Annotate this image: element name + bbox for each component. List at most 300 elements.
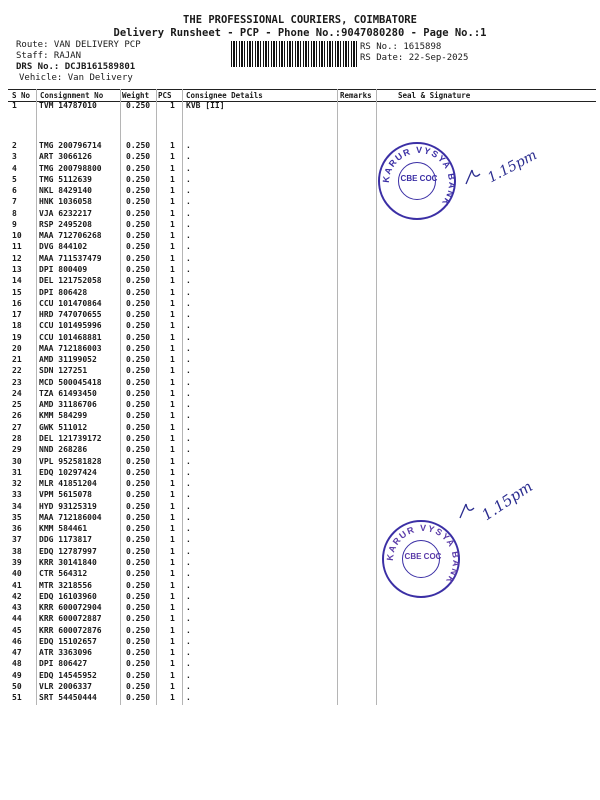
row-consignment-no: VPM 5615078 [39, 490, 92, 500]
row-pcs: 1 [170, 264, 175, 274]
row-sno: 5 [12, 174, 17, 184]
row-consignment-no: KMM 584299 [39, 411, 88, 421]
row-consignment-no: DPI 806427 [39, 659, 88, 669]
table-row [0, 220, 600, 230]
row-sno: 17 [12, 310, 22, 320]
row-sno: 39 [12, 557, 22, 567]
row-pcs: 1 [170, 141, 175, 150]
row-consignee-details: . [186, 231, 191, 241]
row-pcs: 1 [170, 231, 175, 241]
row-consignee-details: . [186, 501, 191, 511]
staff-label: Staff: RAJAN [16, 51, 82, 61]
row-sno: 38 [12, 546, 22, 556]
row-sno: 27 [12, 422, 22, 432]
row-weight: 0.250 [126, 174, 151, 184]
row-pcs: 1 [170, 479, 175, 489]
col-details: Consignee Details [186, 91, 263, 100]
row-sno: 37 [12, 535, 22, 545]
row-weight: 0.250 [126, 512, 151, 522]
runsheet-subtitle: Delivery Runsheet - PCP - Phone No.:9047080280 - Page No.:1 [113, 27, 487, 39]
row-weight: 0.250 [126, 355, 151, 365]
row-weight: 0.250 [126, 332, 151, 342]
row-pcs: 1 [170, 377, 175, 387]
row-consignee-details: . [186, 287, 191, 297]
row-pcs: 1 [170, 524, 175, 534]
row-weight: 0.250 [126, 636, 151, 646]
row-pcs: 1 [170, 535, 175, 545]
row-sno: 28 [12, 434, 22, 444]
table-row [0, 693, 600, 703]
row-consignment-no: VPL 952581828 [39, 456, 102, 466]
row-pcs: 1 [170, 208, 175, 218]
row-pcs: 1 [170, 603, 175, 613]
row-pcs: 1 [170, 693, 175, 703]
table-row [0, 101, 600, 111]
row-sno: 20 [12, 343, 22, 353]
row-consignee-details: . [186, 366, 191, 376]
row-pcs: 1 [170, 287, 175, 297]
row-consignee-details: . [186, 636, 191, 646]
table-row [0, 209, 600, 219]
row-consignee-details: . [186, 546, 191, 556]
row-sno: 43 [12, 603, 22, 613]
row-consignee-details: . [186, 524, 191, 534]
col-pcs: PCS [158, 91, 172, 100]
table-row [0, 524, 600, 534]
row-consignment-no: MAA 712706268 [39, 231, 102, 241]
row-consignee-details: . [186, 355, 191, 365]
row-weight: 0.250 [126, 231, 151, 241]
row-consignee-details: . [186, 467, 191, 477]
row-consignment-no: MLR 41851204 [39, 479, 97, 489]
row-consignment-no: KRR 600072876 [39, 625, 102, 635]
row-weight: 0.250 [126, 276, 151, 286]
row-weight: 0.250 [126, 163, 151, 173]
col-weight: Weight [122, 91, 150, 100]
row-pcs: 1 [170, 681, 175, 691]
table-row [0, 457, 600, 467]
row-sno: 26 [12, 411, 22, 421]
row-pcs: 1 [170, 163, 175, 173]
table-row [0, 197, 600, 207]
row-consignee-details: . [186, 422, 191, 432]
row-pcs: 1 [170, 467, 175, 477]
row-pcs: 1 [170, 422, 175, 432]
row-consignee-details: . [186, 625, 191, 635]
row-sno: 12 [12, 253, 22, 263]
row-sno: 25 [12, 400, 22, 410]
row-weight: 0.250 [126, 310, 151, 320]
row-sno: 34 [12, 501, 22, 511]
row-pcs: 1 [170, 355, 175, 365]
row-consignment-no: EDQ 14545952 [39, 670, 97, 680]
row-consignee-details: . [186, 603, 191, 613]
row-pcs: 1 [170, 614, 175, 624]
row-consignee-details: . [186, 321, 191, 331]
row-pcs: 1 [170, 636, 175, 646]
table-row [0, 299, 600, 309]
row-consignee-details: . [186, 535, 191, 545]
row-consignee-details: . [186, 557, 191, 567]
row-weight: 0.250 [126, 366, 151, 376]
row-consignee-details: . [186, 298, 191, 308]
row-consignment-no: EDQ 10297424 [39, 467, 97, 477]
row-weight: 0.250 [126, 625, 151, 635]
row-pcs: 1 [170, 490, 175, 500]
table-row [0, 254, 600, 264]
row-weight: 0.250 [126, 264, 151, 274]
row-pcs: 1 [170, 321, 175, 331]
row-consignee-details: . [186, 253, 191, 263]
row-consignment-no: SRT 54450444 [39, 693, 97, 703]
row-consignment-no: ART 3066126 [39, 152, 92, 162]
row-sno: 50 [12, 681, 22, 691]
table-row [0, 366, 600, 376]
svg-text:CBE COC: CBE COC [404, 552, 442, 561]
row-weight: 0.250 [126, 388, 151, 398]
row-sno: 45 [12, 625, 22, 635]
row-sno: 51 [12, 693, 22, 703]
row-consignment-no: NND 268286 [39, 445, 88, 455]
row-consignee-details: . [186, 141, 191, 150]
row-sno: 32 [12, 479, 22, 489]
row-pcs: 1 [170, 101, 175, 110]
row-consignee-details: . [186, 648, 191, 658]
row-weight: 0.250 [126, 648, 151, 658]
stamp-inner-ring [398, 162, 436, 200]
row-consignee-details: . [186, 208, 191, 218]
row-consignment-no: HNK 1036058 [39, 197, 92, 207]
row-sno: 47 [12, 648, 22, 658]
row-weight: 0.250 [126, 377, 151, 387]
row-weight: 0.250 [126, 479, 151, 489]
row-sno: 13 [12, 264, 22, 274]
row-consignee-details: . [186, 659, 191, 669]
row-consignee-details: . [186, 152, 191, 162]
row-sno: 8 [12, 208, 17, 218]
row-consignment-no: CCU 101468881 [39, 332, 102, 342]
row-weight: 0.250 [126, 501, 151, 511]
row-weight: 0.250 [126, 546, 151, 556]
row-weight: 0.250 [126, 434, 151, 444]
row-sno: 18 [12, 321, 22, 331]
vehicle-label: Vehicle: Van Delivery [19, 73, 133, 83]
row-consignment-no: DEL 121752058 [39, 276, 102, 286]
row-consignee-details: . [186, 512, 191, 522]
table-row [0, 389, 600, 399]
row-sno: 2 [12, 141, 17, 150]
row-consignment-no: DEL 121739172 [39, 434, 102, 444]
row-pcs: 1 [170, 546, 175, 556]
row-pcs: 1 [170, 512, 175, 522]
row-consignee-details: . [186, 377, 191, 387]
row-weight: 0.250 [126, 614, 151, 624]
rs-number: RS No.: 1615898 [360, 42, 442, 52]
row-consignee-details: . [186, 174, 191, 184]
row-sno: 22 [12, 366, 22, 376]
row-weight: 0.250 [126, 681, 151, 691]
row-sno: 21 [12, 355, 22, 365]
row-pcs: 1 [170, 276, 175, 286]
row-consignment-no: SDN 127251 [39, 366, 88, 376]
row-pcs: 1 [170, 400, 175, 410]
col-consignment: Consignment No [40, 91, 104, 100]
row-consignee-details: . [186, 186, 191, 196]
row-weight: 0.250 [126, 693, 151, 703]
row-pcs: 1 [170, 670, 175, 680]
row-consignment-no: NKL 8429140 [39, 186, 92, 196]
row-consignee-details: . [186, 219, 191, 229]
row-consignee-details: . [186, 388, 191, 398]
row-pcs: 1 [170, 186, 175, 196]
row-weight: 0.250 [126, 603, 151, 613]
rs-date: RS Date: 22-Sep-2025 [360, 53, 469, 63]
row-consignment-no: VJA 6232217 [39, 208, 92, 218]
row-sno: 36 [12, 524, 22, 534]
row-sno: 33 [12, 490, 22, 500]
row-weight: 0.250 [126, 467, 151, 477]
table-row [0, 344, 600, 354]
row-pcs: 1 [170, 569, 175, 579]
row-sno: 7 [12, 197, 17, 207]
row-sno: 46 [12, 636, 22, 646]
table-row [0, 434, 600, 444]
row-consignment-no: DDG 1173817 [39, 535, 92, 545]
table-row [0, 310, 600, 320]
row-pcs: 1 [170, 310, 175, 320]
table-row [0, 659, 600, 669]
row-sno: 10 [12, 231, 22, 241]
row-consignee-details: . [186, 343, 191, 353]
table-row [0, 276, 600, 286]
row-weight: 0.250 [126, 659, 151, 669]
row-weight: 0.250 [126, 321, 151, 331]
row-consignment-no: DVG 844102 [39, 242, 88, 252]
row-weight: 0.250 [126, 141, 151, 150]
table-row [0, 321, 600, 331]
table-row [0, 411, 600, 421]
row-sno: 44 [12, 614, 22, 624]
row-weight: 0.250 [126, 524, 151, 534]
row-consignee-details: . [186, 332, 191, 342]
table-row [0, 242, 600, 252]
barcode [231, 41, 357, 67]
svg-text:1.15pm: 1.15pm [485, 147, 540, 187]
row-consignment-no: TMG 200796714 [39, 141, 102, 150]
row-consignee-details: . [186, 445, 191, 455]
bank-stamp [378, 142, 456, 220]
signature-mark [456, 468, 556, 524]
row-sno: 30 [12, 456, 22, 466]
row-pcs: 1 [170, 219, 175, 229]
row-pcs: 1 [170, 174, 175, 184]
table-row [0, 423, 600, 433]
row-consignee-details: . [186, 580, 191, 590]
row-sno: 14 [12, 276, 22, 286]
row-sno: 15 [12, 287, 22, 297]
row-consignee-details: . [186, 670, 191, 680]
table-row [0, 333, 600, 343]
row-consignee-details: . [186, 411, 191, 421]
row-consignment-no: TMG 5112639 [39, 174, 92, 184]
row-consignee-details: . [186, 276, 191, 286]
row-weight: 0.250 [126, 152, 151, 162]
row-pcs: 1 [170, 332, 175, 342]
row-sno: 23 [12, 377, 22, 387]
route-label: Route: VAN DELIVERY PCP [16, 40, 141, 50]
row-consignment-no: EDQ 12787997 [39, 546, 97, 556]
row-pcs: 1 [170, 557, 175, 567]
row-consignment-no: TZA 61493450 [39, 388, 97, 398]
row-consignment-no: DPI 806428 [39, 287, 88, 297]
row-consignee-details: . [186, 569, 191, 579]
row-pcs: 1 [170, 298, 175, 308]
drs-number: DRS No.: DCJB161589801 [16, 62, 136, 72]
table-row [0, 288, 600, 298]
row-pcs: 1 [170, 366, 175, 376]
table-row [0, 592, 600, 602]
table-row [0, 231, 600, 241]
table-row [0, 400, 600, 410]
row-weight: 0.250 [126, 197, 151, 207]
row-consignment-no: CCU 101470864 [39, 298, 102, 308]
row-consignee-details: . [186, 242, 191, 252]
row-pcs: 1 [170, 659, 175, 669]
row-consignment-no: RSP 2495208 [39, 219, 92, 229]
svg-text:CBE COC: CBE COC [400, 174, 438, 183]
row-weight: 0.250 [126, 219, 151, 229]
row-weight: 0.250 [126, 580, 151, 590]
row-consignee-details: . [186, 479, 191, 489]
row-sno: 9 [12, 219, 17, 229]
row-consignee-details: . [186, 197, 191, 207]
row-sno: 1 [12, 101, 17, 110]
row-weight: 0.250 [126, 287, 151, 297]
table-row [0, 603, 600, 613]
row-consignee-details: . [186, 310, 191, 320]
table-row [0, 558, 600, 568]
row-pcs: 1 [170, 445, 175, 455]
row-sno: 40 [12, 569, 22, 579]
row-consignment-no: HRD 747070655 [39, 310, 102, 320]
table-row [0, 671, 600, 681]
row-weight: 0.250 [126, 343, 151, 353]
row-consignment-no: CTR 564312 [39, 569, 88, 579]
table-row [0, 682, 600, 692]
row-pcs: 1 [170, 648, 175, 658]
row-weight: 0.250 [126, 101, 151, 110]
row-pcs: 1 [170, 580, 175, 590]
row-sno: 16 [12, 298, 22, 308]
row-pcs: 1 [170, 434, 175, 444]
row-consignee-details: . [186, 264, 191, 274]
row-consignee-details: . [186, 681, 191, 691]
row-pcs: 1 [170, 343, 175, 353]
svg-text:KARUR VYSYA BANK: KARUR VYSYA BANK [384, 522, 462, 587]
row-pcs: 1 [170, 253, 175, 263]
row-consignment-no: KRR 600072904 [39, 603, 102, 613]
row-consignment-no: GWK 511012 [39, 422, 88, 432]
col-sno: S No [12, 91, 31, 100]
row-consignment-no: KMM 584461 [39, 524, 88, 534]
row-sno: 41 [12, 580, 22, 590]
svg-text:1.15pm: 1.15pm [478, 477, 536, 524]
row-weight: 0.250 [126, 569, 151, 579]
row-weight: 0.250 [126, 535, 151, 545]
row-sno: 3 [12, 152, 17, 162]
table-row [0, 581, 600, 591]
row-consignee-details: KVB [II] [186, 101, 225, 110]
row-consignee-details: . [186, 456, 191, 466]
svg-text:KARUR VYSYA BANK: KARUR VYSYA BANK [380, 144, 458, 209]
row-consignment-no: EDQ 16103960 [39, 591, 97, 601]
table-row [0, 614, 600, 624]
row-sno: 11 [12, 242, 22, 252]
row-consignment-no: VLR 2006337 [39, 681, 92, 691]
row-sno: 4 [12, 163, 17, 173]
row-consignment-no: DPI 800409 [39, 264, 88, 274]
table-row [0, 648, 600, 658]
row-pcs: 1 [170, 591, 175, 601]
row-consignment-no: KRR 600072887 [39, 614, 102, 624]
row-sno: 49 [12, 670, 22, 680]
row-consignment-no: TVM 14787010 [39, 101, 97, 110]
row-consignee-details: . [186, 591, 191, 601]
row-weight: 0.250 [126, 411, 151, 421]
row-consignment-no: CCU 101495996 [39, 321, 102, 331]
table-row [0, 378, 600, 388]
company-title: THE PROFESSIONAL COURIERS, COIMBATORE [183, 14, 417, 26]
row-pcs: 1 [170, 152, 175, 162]
row-pcs: 1 [170, 625, 175, 635]
row-consignment-no: HYD 93125319 [39, 501, 97, 511]
row-consignment-no: MAA 712186004 [39, 512, 102, 522]
table-row [0, 355, 600, 365]
row-consignment-no: AMD 31199052 [39, 355, 97, 365]
table-row [0, 637, 600, 647]
row-pcs: 1 [170, 388, 175, 398]
row-sno: 19 [12, 332, 22, 342]
row-sno: 29 [12, 445, 22, 455]
row-weight: 0.250 [126, 400, 151, 410]
stamp-inner-ring [402, 540, 440, 578]
row-pcs: 1 [170, 242, 175, 252]
row-weight: 0.250 [126, 557, 151, 567]
row-consignee-details: . [186, 614, 191, 624]
table-row [0, 265, 600, 275]
row-weight: 0.250 [126, 591, 151, 601]
row-sno: 31 [12, 467, 22, 477]
row-weight: 0.250 [126, 208, 151, 218]
table-row [0, 445, 600, 455]
table-row [0, 626, 600, 636]
signature-mark [462, 140, 552, 190]
row-pcs: 1 [170, 411, 175, 421]
row-sno: 48 [12, 659, 22, 669]
table-row [0, 535, 600, 545]
table-row [0, 547, 600, 557]
row-consignment-no: EDQ 15102657 [39, 636, 97, 646]
row-consignee-details: . [186, 400, 191, 410]
row-consignment-no: AMD 31186706 [39, 400, 97, 410]
row-weight: 0.250 [126, 490, 151, 500]
row-consignment-no: MTR 3218556 [39, 580, 92, 590]
row-consignment-no: MAA 711537479 [39, 253, 102, 263]
row-consignee-details: . [186, 163, 191, 173]
row-consignment-no: MCD 500045418 [39, 377, 102, 387]
row-weight: 0.250 [126, 445, 151, 455]
row-consignee-details: . [186, 693, 191, 703]
